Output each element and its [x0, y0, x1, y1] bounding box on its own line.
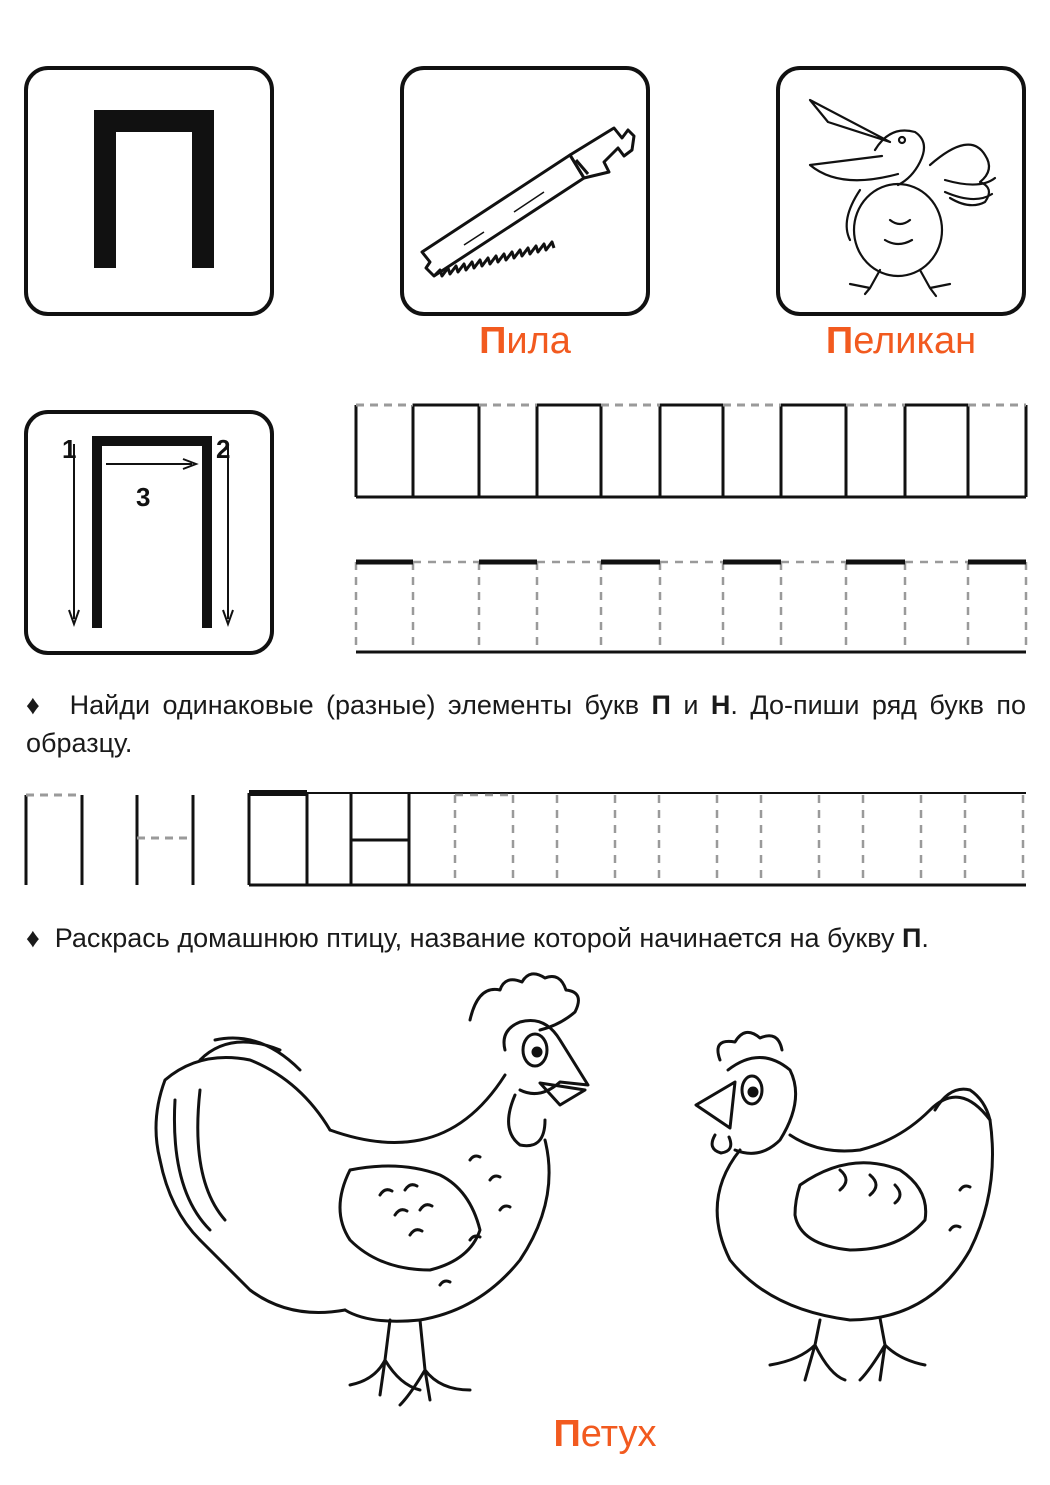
- pelican-word: Пеликан: [825, 320, 977, 362]
- stroke-number-1: 1: [62, 434, 77, 464]
- bullet-icon: ♦: [26, 690, 45, 720]
- task2-instruction: ♦ Раскрась домашнюю птицу, название которой начинается на букву П.: [26, 923, 929, 953]
- stroke-number-3: 3: [136, 482, 151, 512]
- bullet-icon: ♦: [26, 923, 40, 953]
- task1-instruction: ♦ Найди одинаковые (разные) элементы букв П и Н. До-пиши ряд букв по образцу.: [26, 690, 1026, 758]
- rooster-word: Петух: [553, 1413, 657, 1455]
- stroke-number-2: 2: [216, 434, 231, 464]
- saw-word: Пила: [479, 320, 571, 362]
